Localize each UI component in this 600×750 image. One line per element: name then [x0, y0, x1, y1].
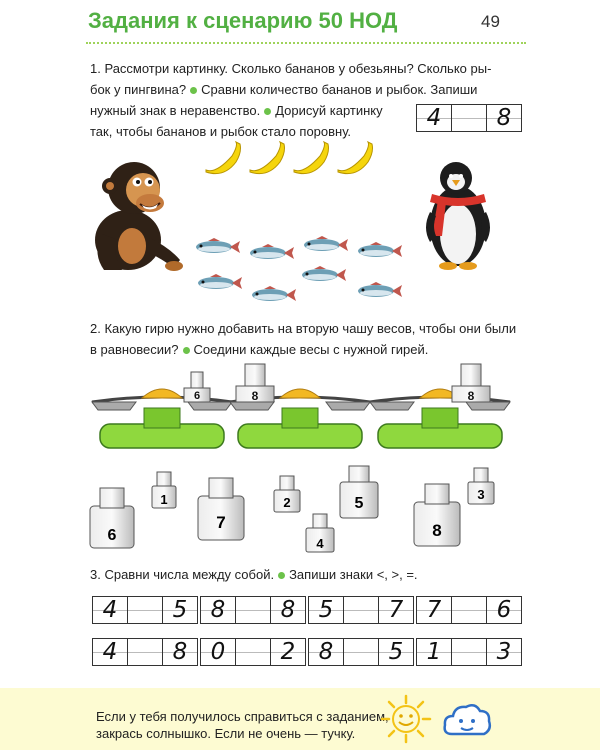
compare-sign-cell[interactable] [127, 596, 163, 624]
bananas-row [202, 138, 378, 178]
compare-pair-2 [200, 596, 306, 624]
compare-right-cell: 6 [486, 596, 522, 624]
weight-label: 8 [432, 521, 442, 540]
compare-pair-6 [200, 638, 306, 666]
weight-3[interactable] [468, 468, 494, 504]
footer-line-1: Если у тебя получилось справиться с заданием, [96, 709, 389, 724]
weight-label: 1 [160, 492, 168, 507]
inequality-left-cell: 4 [416, 104, 452, 132]
compare-left-cell: 5 [308, 596, 344, 624]
task1-line-6: так, чтобы бананов и рыбок стало поровну. [90, 124, 352, 139]
compare-pair-5 [92, 638, 198, 666]
bullet-icon [264, 108, 271, 115]
task1-line-3: Сравни количество бананов и рыбок. Запиши [201, 82, 478, 97]
weight-1[interactable] [152, 472, 176, 508]
monkey-illustration [88, 148, 194, 274]
header-divider [86, 42, 526, 44]
compare-right-cell: 2 [270, 638, 306, 666]
compare-sign-cell[interactable] [235, 596, 271, 624]
compare-pair-1 [92, 596, 198, 624]
compare-pair-8 [416, 638, 522, 666]
page-title: Задания к сценарию 50 НОД [88, 8, 398, 33]
task1-line-1: 1. Рассмотри картинку. Сколько бананов у обезьяны? Сколько ры- [90, 61, 492, 76]
compare-left-cell: 4 [92, 638, 128, 666]
weight-2[interactable] [274, 476, 300, 512]
weight-label: 3 [477, 487, 485, 502]
task1-inequality [416, 104, 522, 132]
bullet-icon [278, 572, 285, 579]
cloud-icon[interactable] [442, 700, 492, 740]
weight-label: 2 [283, 495, 291, 510]
inequality-sign-cell[interactable] [451, 104, 487, 132]
compare-sign-cell[interactable] [127, 638, 163, 666]
compare-right-cell: 8 [162, 638, 198, 666]
weight-8[interactable] [414, 484, 460, 546]
compare-left-cell: 4 [92, 596, 128, 624]
fish-group [192, 232, 410, 308]
weight-label: 4 [316, 536, 324, 551]
compare-sign-cell[interactable] [235, 638, 271, 666]
task2-line-3: Соедини каждые весы с нужной гирей. [193, 342, 429, 357]
compare-left-cell: 0 [200, 638, 236, 666]
compare-right-cell: 5 [378, 638, 414, 666]
weight-6[interactable] [90, 488, 134, 548]
task1-line-2: бок у пингвина? [90, 82, 187, 97]
compare-sign-cell[interactable] [343, 596, 379, 624]
task2-line-2: в равновесии? [90, 342, 179, 357]
compare-left-cell: 1 [416, 638, 452, 666]
scale-2-left-label: 8 [251, 389, 259, 403]
compare-right-cell: 8 [270, 596, 306, 624]
compare-sign-cell[interactable] [451, 638, 487, 666]
compare-sign-cell[interactable] [343, 638, 379, 666]
compare-right-cell: 7 [378, 596, 414, 624]
footer-line-2: закрась солнышко. Если не очень — тучку. [96, 726, 356, 741]
weight-label: 5 [354, 495, 364, 512]
task1-line-4: нужный знак в неравенство. [90, 103, 261, 118]
task2-line-1: 2. Какую гирю нужно добавить на вторую чашу весов, чтобы они были [90, 321, 517, 336]
task2-text [90, 318, 530, 360]
task3-line-1: 3. Сравни числа между собой. [90, 567, 275, 582]
bullet-icon [183, 347, 190, 354]
compare-sign-cell[interactable] [451, 596, 487, 624]
scale-1-right-label: 6 [193, 390, 201, 402]
compare-right-cell: 3 [486, 638, 522, 666]
sun-icon[interactable] [378, 694, 434, 744]
task3-line-2: Запиши знаки <, >, =. [289, 567, 418, 582]
footer-text [96, 708, 389, 742]
scales-row [0, 360, 600, 450]
compare-pair-4 [416, 596, 522, 624]
bullet-icon [190, 87, 197, 94]
compare-pair-3 [308, 596, 414, 624]
weight-4[interactable] [306, 514, 334, 552]
inequality-right-cell: 8 [486, 104, 522, 132]
page-number: 49 [481, 12, 500, 31]
weight-7[interactable] [198, 478, 244, 540]
compare-right-cell: 5 [162, 596, 198, 624]
weight-5[interactable] [340, 466, 378, 518]
task3-text [90, 564, 418, 585]
compare-left-cell: 8 [308, 638, 344, 666]
task1-line-5: Дорисуй картинку [275, 103, 383, 118]
compare-left-cell: 7 [416, 596, 452, 624]
compare-pair-7 [308, 638, 414, 666]
weight-label: 6 [107, 527, 117, 544]
weights-row [0, 460, 600, 560]
compare-left-cell: 8 [200, 596, 236, 624]
penguin-illustration [420, 156, 498, 272]
scale-3-right-label: 8 [467, 389, 475, 403]
weight-label: 7 [216, 513, 226, 532]
